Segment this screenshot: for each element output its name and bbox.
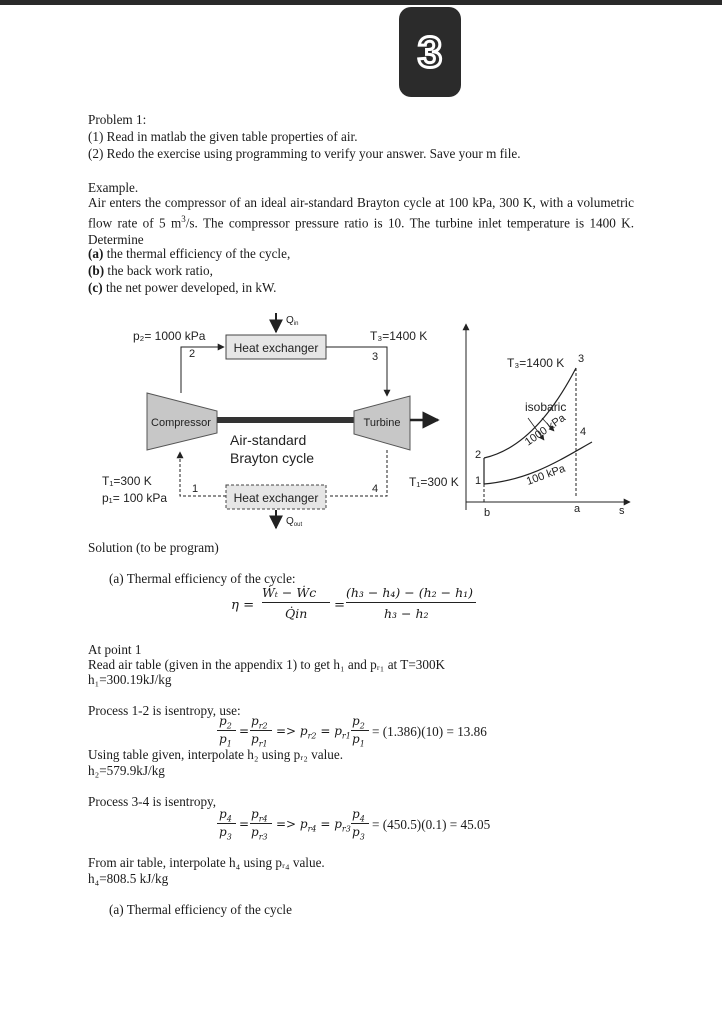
problem-title: Problem 1: (88, 112, 147, 127)
heat-exchanger-bottom-label: Heat exchanger (233, 491, 319, 505)
state-3-label: 3 (372, 351, 379, 363)
top-edge-bar (0, 0, 722, 5)
p12-frac1-bar (217, 730, 236, 731)
p34-frac3-den: $p_3$ (352, 825, 365, 842)
eta-equals: = (334, 598, 346, 613)
cycle-name-1: Air-standard (230, 432, 307, 448)
h2-value: h₂=579.9kJ/kg (88, 763, 165, 778)
p12-frac2-num: $p_{r2}$ (251, 714, 268, 731)
p12-frac1-num: $p_2$ (219, 714, 232, 731)
state-1-label: 1 (192, 483, 199, 495)
p34-eq1: = (239, 817, 250, 831)
ts-point-3: 3 (578, 353, 585, 365)
ts-point-2: 2 (475, 449, 482, 461)
cycle-name-2: Brayton cycle (230, 450, 315, 466)
ts-p-low-label: 100 kPa (524, 462, 567, 488)
h1-value: h₁=300.19kJ/kg (88, 672, 172, 687)
ts-b-label: b (484, 507, 491, 519)
p12-frac3-den: $p_1$ (352, 732, 365, 749)
eta-lhs: η = (231, 598, 255, 613)
turbine-label: Turbine (363, 417, 401, 429)
p12-implies: => $p_{r2} = p_{r1}$ (276, 724, 351, 741)
t3-label: T₃=1400 K (370, 329, 428, 343)
heat-exchanger-top-label: Heat exchanger (233, 341, 319, 355)
p12-frac2-den: $p_{r1}$ (251, 732, 268, 749)
example-heading: Example. (88, 180, 139, 195)
p2-label: p₂= 1000 kPa (133, 329, 206, 343)
shaft (217, 417, 354, 423)
p34-implies: => $p_{r4} = p_{r3}$ (276, 817, 351, 834)
brayton-cycle-diagram (100, 310, 640, 540)
p12-frac1-den: $p_1$ (219, 732, 232, 749)
solution-heading: Solution (to be program) (88, 540, 219, 555)
point1-text: Read air table (given in the appendix 1) to get h₁ and pᵣ₁ at T=300K (88, 657, 446, 672)
eta-denominator-1: Q̇in (285, 606, 308, 621)
t1-label: T₁=300 K (102, 474, 152, 488)
ts-t1-label: T₁=300 K (409, 475, 459, 489)
q-out-label: $Q_{out}$ (286, 516, 303, 528)
p12-eq1: = (239, 724, 250, 738)
p34-result: = (450.5)(0.1) = 45.05 (372, 817, 491, 832)
flow-1 (180, 452, 226, 496)
q-in-label: $Q_{in}$ (286, 315, 299, 327)
ts-point-1: 1 (475, 475, 482, 487)
flow-4 (328, 450, 387, 496)
state-4-label: 4 (372, 483, 379, 495)
example-statement: Air enters the compressor of an ideal air-standard Brayton cycle at 100 kPa, 300 K, with a volumetric flow rate of 5 $m^3/s$. The compressor pressure ratio is 10. The turbine inlet temperature is 1400 K. Determine (88, 195, 634, 248)
example-part-b: (b) the back work ratio, (88, 263, 213, 278)
state-2-label: 2 (189, 348, 196, 360)
final-efficiency-label: (a) Thermal efficiency of the cycle (109, 902, 292, 917)
process12-interp: Using table given, interpolate h₂ using pᵣ₂ value. (88, 747, 344, 762)
p12-frac3-num: $p_2$ (352, 714, 365, 731)
point1-heading: At point 1 (88, 642, 142, 657)
h4-text: From air table, interpolate h₄ using pᵣ₄ value. (88, 855, 325, 870)
eta-fraction-bar-2 (346, 602, 476, 603)
p12-result: = (1.386)(10) = 13.86 (372, 724, 487, 739)
ts-s-label: s (619, 505, 625, 517)
p12-frac2-bar (250, 730, 272, 731)
eta-denominator-2: h₃ − h₂ (384, 606, 429, 621)
example-part-c: (c) the net power developed, in kW. (88, 280, 277, 295)
p34-frac2-den: $p_{r3}$ (251, 825, 268, 842)
ts-isobaric-label: isobaric (525, 400, 567, 414)
p34-frac3-num: $p_4$ (352, 807, 365, 824)
p34-frac2-bar (250, 823, 272, 824)
ts-p-high-label: 1000 kPa (522, 411, 568, 449)
p34-frac1-den: $p_3$ (219, 825, 232, 842)
h4-value: h₄=808.5 kJ/kg (88, 871, 169, 886)
page-number-badge (399, 7, 461, 97)
p34-frac1-num: $p_4$ (219, 807, 232, 824)
ts-point-4: 4 (580, 426, 587, 438)
problem-item-2: (2) Redo the exercise using programming to verify your answer. Save your m file. (88, 146, 521, 161)
p12-frac3-bar (351, 730, 369, 731)
page-number-glyph (410, 27, 450, 77)
solution-part-a-label: (a) Thermal efficiency of the cycle: (109, 571, 296, 586)
ts-a-label: a (574, 503, 581, 515)
process34-heading: Process 3-4 is isentropy, (88, 794, 217, 809)
ts-t3-label: T₃=1400 K (507, 356, 565, 370)
p1-label: p₁= 100 kPa (102, 491, 168, 505)
problem-item-1: (1) Read in matlab the given table properties of air. (88, 129, 358, 144)
eta-fraction-bar-1 (262, 602, 330, 603)
p34-frac3-bar (351, 823, 369, 824)
eta-numerator-1: Ẇₜ − Ẇc (262, 585, 317, 600)
eta-numerator-2: (h₃ − h₄) − (h₂ − h₁) (346, 585, 474, 600)
svg-text:3: 3 (417, 28, 443, 77)
process12-heading: Process 1-2 is isentropy, use: (88, 703, 241, 718)
example-part-a: (a) the thermal efficiency of the cycle, (88, 246, 291, 261)
compressor-label: Compressor (151, 417, 211, 429)
p34-frac2-num: $p_{r4}$ (251, 807, 268, 824)
flow-2 (181, 347, 224, 393)
p34-frac1-bar (217, 823, 236, 824)
